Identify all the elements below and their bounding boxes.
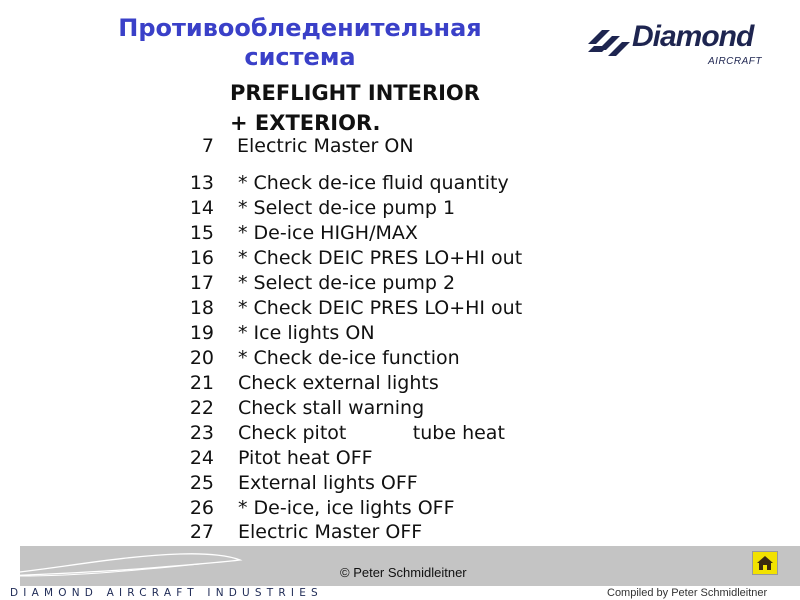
- step-number: 25: [189, 472, 214, 494]
- step-number: 14: [189, 197, 214, 219]
- checklist-item: [0, 346, 600, 371]
- checklist-item: [0, 496, 600, 521]
- section-heading-line2: + EXTERIOR.: [230, 111, 381, 135]
- step-text: * De-ice HIGH/MAX: [238, 222, 418, 244]
- step-text: * De-ice, ice lights OFF: [238, 497, 455, 519]
- checklist-item: [0, 196, 600, 221]
- section-heading: [230, 78, 480, 138]
- step-text: * Select de-ice pump 2: [238, 272, 456, 294]
- checklist-item: [0, 171, 600, 196]
- step-number: 22: [189, 397, 214, 419]
- checklist-item: [0, 296, 600, 321]
- logo-subtitle: AIRCRAFT: [708, 56, 762, 67]
- step-text: Check pitot tube heat: [238, 422, 505, 444]
- step-number: 18: [189, 297, 214, 319]
- checklist-item: [0, 221, 600, 246]
- step-text: Electric Master OFF: [238, 521, 423, 543]
- logo-wordmark: Diamond: [632, 20, 754, 53]
- step-number: 16: [189, 247, 214, 269]
- step-text: External lights OFF: [238, 472, 418, 494]
- diamond-logo: [588, 20, 778, 70]
- checklist-item: [0, 421, 600, 446]
- slide-title: [80, 14, 520, 72]
- step-number: 19: [189, 322, 214, 344]
- home-button[interactable]: [752, 551, 778, 575]
- step-number: 7: [201, 135, 214, 157]
- step-text: Check external lights: [238, 372, 439, 394]
- step-text: * Check DEIC PRES LO+HI out: [238, 297, 523, 319]
- checklist-item: [0, 371, 600, 396]
- step-number: 23: [189, 422, 214, 444]
- footer-compiled-by: Compiled by Peter Schmidleitner: [607, 587, 768, 599]
- checklist-item: [0, 321, 600, 346]
- slide-title-line2: система: [244, 43, 356, 71]
- checklist-item: [0, 246, 600, 271]
- checklist-item: [0, 471, 600, 496]
- checklist-item: [0, 271, 600, 296]
- step-number: 17: [189, 272, 214, 294]
- step-text: * Check de-ice fluid quantity: [238, 172, 509, 194]
- checklist-item: [0, 446, 600, 471]
- step-number: 26: [189, 497, 214, 519]
- footer-brand: DIAMOND AIRCRAFT INDUSTRIES: [10, 587, 323, 599]
- slide-title-line1: Противообледенительная: [118, 14, 482, 42]
- step-text: Electric Master ON: [237, 135, 414, 157]
- section-heading-line1: PREFLIGHT INTERIOR: [230, 81, 480, 105]
- step-number: 20: [189, 347, 214, 369]
- step-text: * Check de-ice function: [238, 347, 460, 369]
- step-number: 15: [189, 222, 214, 244]
- checklist-item: [0, 520, 600, 545]
- step-text: Check stall warning: [238, 397, 425, 419]
- step-text: * Ice lights ON: [238, 322, 375, 344]
- diamond-wings-icon: [588, 28, 634, 60]
- footer-copyright: © Peter Schmidleitner: [340, 565, 467, 580]
- checklist-item: [0, 396, 600, 421]
- step-number: 24: [189, 447, 214, 469]
- step-text: Pitot heat OFF: [238, 447, 373, 469]
- step-number: 13: [189, 172, 214, 194]
- step-number: 21: [189, 372, 214, 394]
- step-text: * Check DEIC PRES LO+HI out: [238, 247, 523, 269]
- step-text: * Select de-ice pump 1: [238, 197, 456, 219]
- checklist-item: [0, 134, 600, 159]
- step-number: 27: [189, 521, 214, 543]
- home-icon: [756, 555, 774, 571]
- aircraft-silhouette-icon: [0, 546, 300, 586]
